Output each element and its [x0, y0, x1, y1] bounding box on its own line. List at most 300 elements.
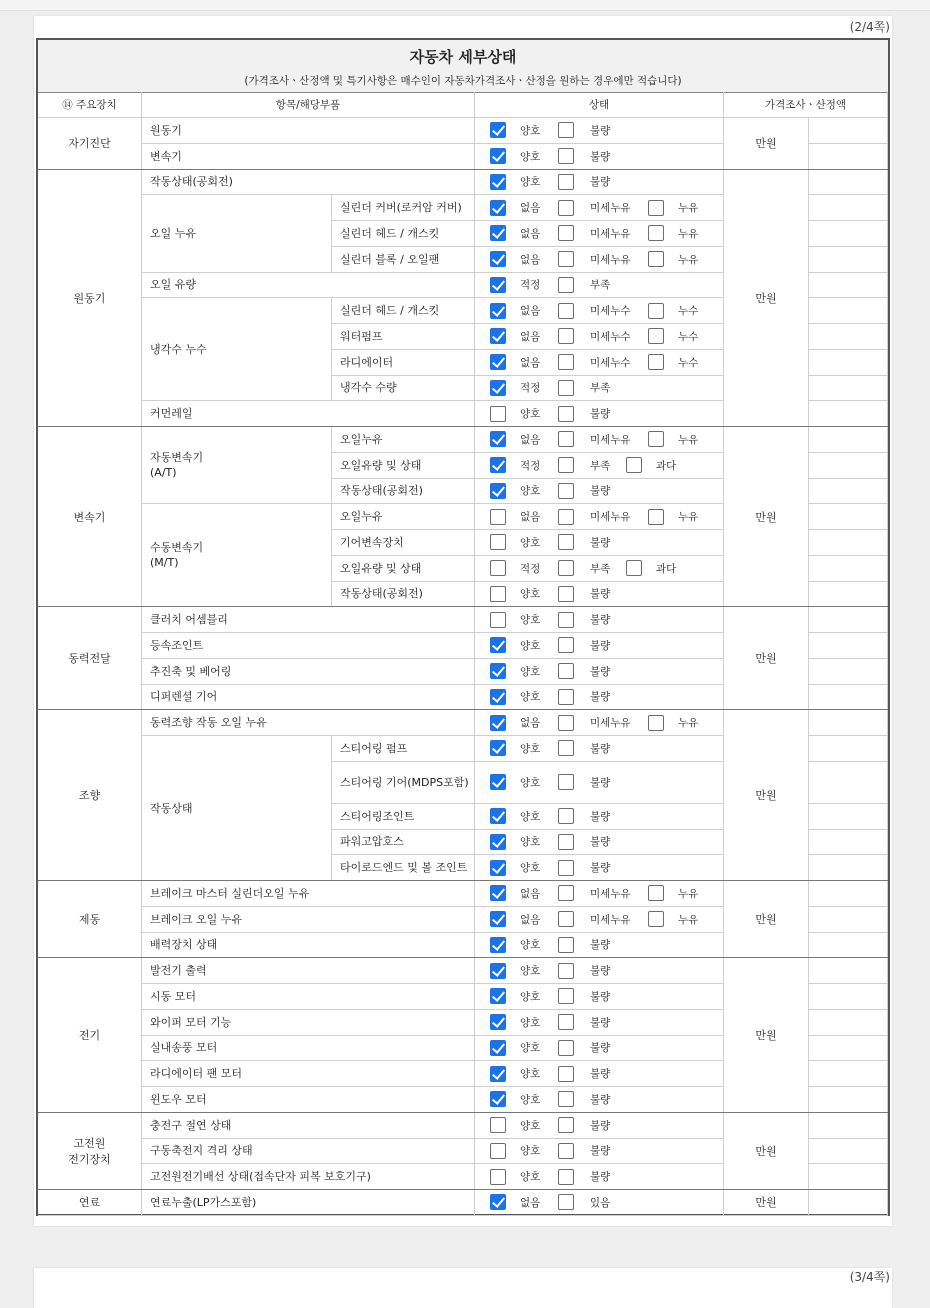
item-label: 연료누출(LP가스포함)	[150, 1195, 257, 1209]
price-input[interactable]	[809, 195, 888, 221]
price-input[interactable]	[809, 855, 888, 881]
status-option	[558, 860, 648, 876]
header-item-label: 항목/해당부품	[275, 99, 341, 111]
checkbox-unchecked[interactable]	[558, 148, 574, 164]
status-options	[475, 582, 724, 608]
checkbox-unchecked[interactable]	[558, 715, 574, 731]
status-options	[475, 273, 724, 299]
checkbox-unchecked[interactable]	[558, 509, 574, 525]
status-options	[475, 401, 724, 427]
status-option-label: 양호	[520, 1042, 541, 1055]
status-option	[490, 251, 558, 267]
checkbox-checked[interactable]	[490, 1091, 506, 1107]
checkbox-unchecked[interactable]	[558, 740, 574, 756]
checkbox-checked[interactable]	[490, 937, 506, 953]
checkbox-checked[interactable]	[490, 251, 506, 267]
price-input[interactable]	[809, 1087, 888, 1113]
status-option	[490, 1143, 558, 1159]
status-option	[558, 1091, 648, 1107]
checkbox-unchecked[interactable]	[558, 885, 574, 901]
checkbox-checked[interactable]	[490, 122, 506, 138]
checkbox-unchecked[interactable]	[648, 509, 664, 525]
item	[142, 1190, 475, 1216]
checkbox-unchecked[interactable]	[558, 560, 574, 576]
item-label: 동력조향 작동 오일 누유	[150, 716, 267, 730]
price-unit	[724, 427, 809, 607]
page-number: (2/4쪽)	[849, 20, 890, 34]
checkbox-unchecked[interactable]	[558, 988, 574, 1004]
checkbox-unchecked[interactable]	[648, 200, 664, 216]
sub-item-label: 워터펌프	[340, 329, 383, 343]
checkbox-checked[interactable]	[490, 380, 506, 396]
sub-item-label: 실린더 커버(로커암 커버)	[340, 201, 462, 215]
status-option	[558, 122, 648, 138]
status-option-label: 미세누수	[590, 305, 631, 318]
checkbox-unchecked[interactable]	[558, 200, 574, 216]
status-option-label: 누유	[678, 202, 699, 215]
price-input[interactable]	[809, 881, 888, 907]
status-options	[475, 633, 724, 659]
sub-item-label: 파워고압호스	[340, 835, 404, 849]
checkbox-unchecked[interactable]	[648, 225, 664, 241]
checkbox-checked[interactable]	[490, 225, 506, 241]
status-option	[558, 1066, 648, 1082]
price-input[interactable]	[809, 247, 888, 273]
item	[142, 144, 475, 170]
checkbox-unchecked[interactable]	[558, 586, 574, 602]
checkbox-checked[interactable]	[490, 689, 506, 705]
checkbox-checked[interactable]	[490, 988, 506, 1004]
item-label: 브레이크 오일 누유	[150, 912, 243, 926]
status-option	[490, 937, 558, 953]
status-options	[475, 855, 724, 881]
status-options	[475, 453, 724, 479]
status-option-label: 없음	[520, 330, 541, 343]
item-group-label: 냉각수 누수	[150, 342, 207, 356]
status-option	[490, 200, 558, 216]
checkbox-unchecked[interactable]	[558, 663, 574, 679]
price-input[interactable]	[809, 933, 888, 959]
table-header	[38, 40, 888, 93]
section-name	[38, 607, 142, 710]
status-option	[558, 612, 648, 628]
price-input[interactable]	[809, 221, 888, 247]
status-option-label: 불량	[590, 742, 611, 755]
checkbox-unchecked[interactable]	[490, 586, 506, 602]
price-input[interactable]	[809, 1113, 888, 1139]
section-name-label: 조향	[78, 789, 101, 803]
checkbox-checked[interactable]	[490, 148, 506, 164]
item-label: 작동상태(공회전)	[150, 175, 233, 189]
status-option	[490, 380, 558, 396]
item-group	[142, 195, 332, 272]
status-option-label: 미세누유	[590, 717, 631, 730]
checkbox-unchecked[interactable]	[490, 612, 506, 628]
checkbox-unchecked[interactable]	[558, 1066, 574, 1082]
item-label: 오일 유량	[150, 278, 197, 292]
status-option	[490, 808, 558, 824]
checkbox-unchecked[interactable]	[558, 1169, 574, 1185]
price-input[interactable]	[809, 830, 888, 856]
checkbox-checked[interactable]	[490, 277, 506, 293]
status-option	[490, 1169, 558, 1185]
checkbox-checked[interactable]	[490, 911, 506, 927]
sub-item	[332, 453, 475, 479]
price-input[interactable]	[809, 298, 888, 324]
checkbox-checked[interactable]	[490, 1014, 506, 1030]
price-unit	[724, 881, 809, 958]
checkbox-checked[interactable]	[490, 1066, 506, 1082]
status-option-label: 양호	[520, 536, 541, 549]
checkbox-unchecked[interactable]	[648, 431, 664, 447]
status-options	[475, 221, 724, 247]
item-group	[142, 427, 332, 504]
checkbox-unchecked[interactable]	[558, 1040, 574, 1056]
status-option-label: 적정	[520, 279, 541, 292]
checkbox-unchecked[interactable]	[558, 808, 574, 824]
status-option-label: 미세누유	[590, 253, 631, 266]
section-name-label: 제동	[78, 913, 101, 927]
price-input[interactable]	[809, 530, 888, 556]
status-options	[475, 170, 724, 196]
item-label: 실내송풍 모터	[150, 1041, 218, 1055]
checkbox-unchecked[interactable]	[558, 483, 574, 499]
status-option	[490, 988, 558, 1004]
checkbox-checked[interactable]	[490, 303, 506, 319]
status-options	[475, 479, 724, 505]
checkbox-checked[interactable]	[490, 431, 506, 447]
checkbox-unchecked[interactable]	[490, 406, 506, 422]
checkbox-checked[interactable]	[490, 1040, 506, 1056]
checkbox-unchecked[interactable]	[558, 122, 574, 138]
status-option	[490, 1117, 558, 1133]
sub-item	[332, 504, 475, 530]
checkbox-unchecked[interactable]	[558, 834, 574, 850]
status-option	[558, 483, 648, 499]
checkbox-unchecked[interactable]	[558, 689, 574, 705]
checkbox-unchecked[interactable]	[558, 937, 574, 953]
status-option-label: 없음	[520, 887, 541, 900]
checkbox-checked[interactable]	[490, 834, 506, 850]
price-unit-label: 만원	[755, 789, 777, 803]
checkbox-unchecked[interactable]	[558, 1194, 574, 1210]
checkbox-checked[interactable]	[490, 200, 506, 216]
checkbox-unchecked[interactable]	[648, 885, 664, 901]
price-unit	[724, 958, 809, 1113]
status-option	[490, 637, 558, 653]
checkbox-unchecked[interactable]	[648, 303, 664, 319]
price-unit-label: 만원	[755, 1144, 777, 1158]
status-option-label: 미세누수	[590, 330, 631, 343]
checkbox-unchecked[interactable]	[558, 1014, 574, 1030]
status-option	[490, 860, 558, 876]
checkbox-checked[interactable]	[490, 774, 506, 790]
status-option	[490, 1066, 558, 1082]
status-option	[558, 200, 648, 216]
status-option-label: 불량	[590, 939, 611, 952]
status-option-label: 양호	[520, 810, 541, 823]
status-option	[558, 509, 648, 525]
section-name	[38, 710, 142, 881]
status-option	[558, 1117, 648, 1133]
price-input[interactable]	[809, 1036, 888, 1062]
checkbox-unchecked[interactable]	[648, 715, 664, 731]
checkbox-checked[interactable]	[490, 1194, 506, 1210]
price-input[interactable]	[809, 427, 888, 453]
status-option-label: 양호	[520, 836, 541, 849]
checkbox-unchecked[interactable]	[490, 1169, 506, 1185]
status-option-label: 없음	[520, 202, 541, 215]
price-unit	[724, 607, 809, 710]
price-unit-label: 만원	[755, 1196, 777, 1210]
price-input[interactable]	[809, 118, 888, 144]
status-options	[475, 1190, 724, 1216]
next-page-number: (3/4쪽)	[849, 1270, 890, 1284]
status-option-label: 불량	[590, 810, 611, 823]
price-input[interactable]	[809, 984, 888, 1010]
status-option	[490, 328, 558, 344]
price-input[interactable]	[809, 762, 888, 804]
checkbox-checked[interactable]	[490, 740, 506, 756]
section-name	[38, 118, 142, 170]
sub-item-label: 스티어링 펌프	[340, 741, 408, 755]
item-group-label: 수동변속기 (M/T)	[150, 541, 204, 570]
price-input[interactable]	[809, 350, 888, 376]
status-options	[475, 118, 724, 144]
status-option-label: 양호	[520, 862, 541, 875]
sub-item-label: 라디에이터	[340, 355, 394, 369]
checkbox-unchecked[interactable]	[626, 457, 642, 473]
status-option-label: 있음	[590, 1196, 611, 1209]
price-input[interactable]	[809, 1061, 888, 1087]
status-option	[558, 586, 648, 602]
status-option	[490, 612, 558, 628]
sub-item	[332, 736, 475, 762]
checkbox-unchecked[interactable]	[558, 911, 574, 927]
section-name-label: 자기진단	[68, 137, 111, 151]
status-option	[626, 560, 676, 576]
price-unit	[724, 118, 809, 170]
status-option	[648, 509, 698, 525]
checkbox-unchecked[interactable]	[490, 1117, 506, 1133]
checkbox-unchecked[interactable]	[558, 354, 574, 370]
status-option-label: 불량	[590, 1145, 611, 1158]
checkbox-unchecked[interactable]	[558, 277, 574, 293]
status-option	[490, 122, 558, 138]
status-options	[475, 350, 724, 376]
status-option-label: 불량	[590, 776, 611, 789]
checkbox-unchecked[interactable]	[558, 303, 574, 319]
price-input[interactable]	[809, 401, 888, 427]
price-input[interactable]	[809, 324, 888, 350]
price-input[interactable]	[809, 907, 888, 933]
status-option	[490, 431, 558, 447]
price-input[interactable]	[809, 633, 888, 659]
sub-item-label: 오일유량 및 상태	[340, 561, 422, 575]
status-options	[475, 685, 724, 711]
price-input[interactable]	[809, 504, 888, 530]
price-input[interactable]	[809, 1139, 888, 1165]
checkbox-unchecked[interactable]	[558, 1143, 574, 1159]
section-name	[38, 1113, 142, 1190]
status-option	[648, 225, 698, 241]
checkbox-checked[interactable]	[490, 637, 506, 653]
price-unit-label: 만원	[755, 510, 777, 524]
status-option	[558, 1169, 648, 1185]
item	[142, 958, 475, 984]
sub-item-label: 실린더 헤드 / 개스킷	[340, 304, 440, 318]
status-option	[558, 715, 648, 731]
checkbox-unchecked[interactable]	[648, 328, 664, 344]
status-option	[648, 251, 698, 267]
checkbox-unchecked[interactable]	[648, 911, 664, 927]
status-option-label: 없음	[520, 227, 541, 240]
status-option	[490, 534, 558, 550]
item	[142, 273, 475, 299]
checkbox-unchecked[interactable]	[558, 774, 574, 790]
status-option-label: 불량	[590, 1042, 611, 1055]
checkbox-unchecked[interactable]	[490, 1143, 506, 1159]
item-label: 커먼레일	[150, 407, 193, 421]
status-option	[490, 174, 558, 190]
checkbox-unchecked[interactable]	[490, 509, 506, 525]
status-option	[558, 148, 648, 164]
checkbox-unchecked[interactable]	[626, 560, 642, 576]
checkbox-checked[interactable]	[490, 328, 506, 344]
checkbox-unchecked[interactable]	[558, 612, 574, 628]
status-option-label: 과다	[656, 562, 677, 575]
status-option	[558, 637, 648, 653]
checkbox-unchecked[interactable]	[558, 328, 574, 344]
section-name-label: 고전원 전기장치	[68, 1136, 111, 1166]
status-option	[558, 1014, 648, 1030]
status-options	[475, 247, 724, 273]
status-options	[475, 530, 724, 556]
item	[142, 881, 475, 907]
status-option	[558, 740, 648, 756]
item	[142, 1113, 475, 1139]
sub-item	[332, 221, 475, 247]
status-option-label: 과다	[656, 459, 677, 472]
checkbox-checked[interactable]	[490, 354, 506, 370]
status-option	[558, 431, 648, 447]
price-input[interactable]	[809, 479, 888, 505]
checkbox-unchecked[interactable]	[490, 560, 506, 576]
status-option	[490, 148, 558, 164]
checkbox-checked[interactable]	[490, 808, 506, 824]
checkbox-checked[interactable]	[490, 174, 506, 190]
checkbox-unchecked[interactable]	[558, 963, 574, 979]
price-input[interactable]	[809, 659, 888, 685]
checkbox-unchecked[interactable]	[558, 380, 574, 396]
price-input[interactable]	[809, 376, 888, 402]
price-input[interactable]	[809, 170, 888, 196]
status-option-label: 불량	[590, 1093, 611, 1106]
status-option	[648, 715, 698, 731]
checkbox-unchecked[interactable]	[558, 251, 574, 267]
price-input[interactable]	[809, 453, 888, 479]
sub-item	[332, 556, 475, 582]
checkbox-unchecked[interactable]	[558, 637, 574, 653]
status-option	[648, 328, 698, 344]
price-unit-label: 만원	[755, 291, 777, 305]
checkbox-unchecked[interactable]	[558, 406, 574, 422]
price-input[interactable]	[809, 958, 888, 984]
checkbox-unchecked[interactable]	[558, 431, 574, 447]
checkbox-unchecked[interactable]	[490, 534, 506, 550]
price-input[interactable]	[809, 556, 888, 582]
price-input[interactable]	[809, 607, 888, 633]
price-input[interactable]	[809, 804, 888, 830]
checkbox-unchecked[interactable]	[558, 860, 574, 876]
checkbox-unchecked[interactable]	[558, 457, 574, 473]
price-input[interactable]	[809, 144, 888, 170]
checkbox-unchecked[interactable]	[648, 251, 664, 267]
status-options	[475, 804, 724, 830]
item	[142, 984, 475, 1010]
item	[142, 1164, 475, 1190]
item-group-label: 작동상태	[150, 801, 193, 815]
price-unit	[724, 1113, 809, 1190]
status-option	[490, 740, 558, 756]
section-name	[38, 958, 142, 1113]
price-input[interactable]	[809, 273, 888, 299]
status-option	[558, 277, 648, 293]
checkbox-unchecked[interactable]	[558, 174, 574, 190]
status-options	[475, 298, 724, 324]
header-status	[475, 92, 724, 118]
status-options	[475, 1113, 724, 1139]
status-option	[648, 354, 698, 370]
item	[142, 1139, 475, 1165]
item-label: 배력장치 상태	[150, 938, 218, 952]
checkbox-checked[interactable]	[490, 885, 506, 901]
status-option-label: 불량	[590, 1119, 611, 1132]
checkbox-unchecked[interactable]	[558, 1091, 574, 1107]
checkbox-unchecked[interactable]	[648, 354, 664, 370]
checkbox-checked[interactable]	[490, 483, 506, 499]
status-options	[475, 376, 724, 402]
checkbox-checked[interactable]	[490, 963, 506, 979]
price-input[interactable]	[809, 685, 888, 711]
item-label: 구동축전지 격리 상태	[150, 1144, 253, 1158]
checkbox-unchecked[interactable]	[558, 225, 574, 241]
item	[142, 1010, 475, 1036]
status-option-label: 양호	[520, 1119, 541, 1132]
checkbox-checked[interactable]	[490, 860, 506, 876]
price-input[interactable]	[809, 736, 888, 762]
checkbox-checked[interactable]	[490, 457, 506, 473]
section-name	[38, 881, 142, 958]
item-label: 브레이크 마스터 실린더오일 누유	[150, 886, 310, 900]
price-input[interactable]	[809, 710, 888, 736]
checkbox-checked[interactable]	[490, 715, 506, 731]
checkbox-checked[interactable]	[490, 663, 506, 679]
header-status-label: 상태	[588, 99, 610, 111]
item-label: 디퍼렌셜 기어	[150, 690, 218, 704]
price-input[interactable]	[809, 582, 888, 608]
price-input[interactable]	[809, 1190, 888, 1216]
checkbox-unchecked[interactable]	[558, 534, 574, 550]
price-input[interactable]	[809, 1010, 888, 1036]
status-option-label: 양호	[520, 776, 541, 789]
item-group-label: 오일 누유	[150, 226, 197, 240]
status-option-label: 누유	[678, 511, 699, 524]
checkbox-unchecked[interactable]	[558, 1117, 574, 1133]
status-option-label: 누수	[678, 356, 699, 369]
price-input[interactable]	[809, 1164, 888, 1190]
section-name-label: 연료	[78, 1196, 101, 1210]
